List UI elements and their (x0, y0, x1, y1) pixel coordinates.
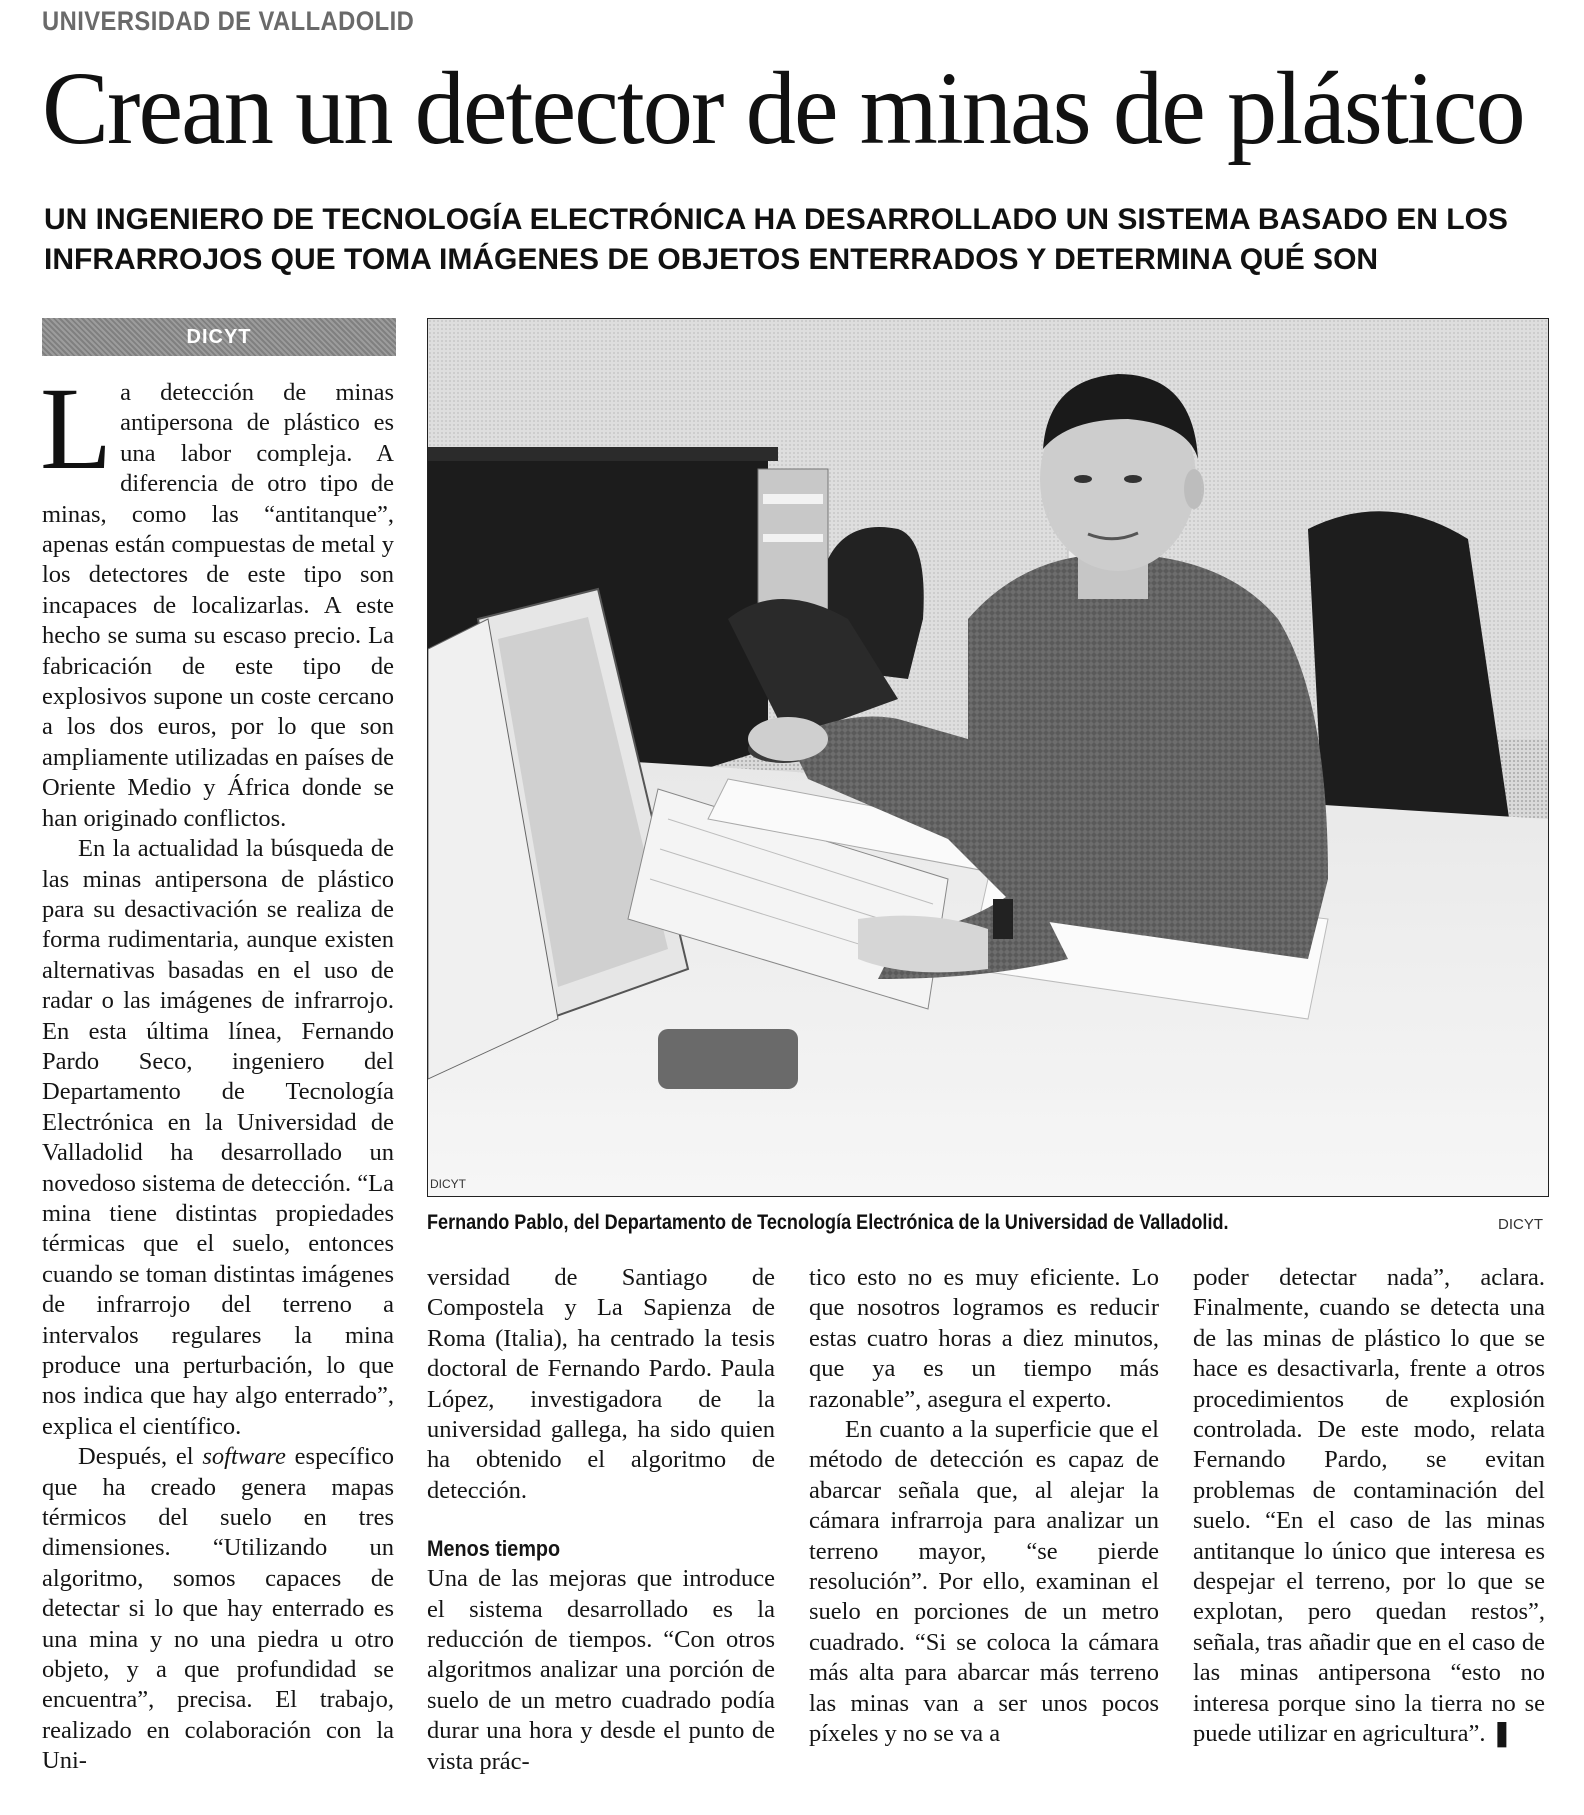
photo-credit: DICYT (1498, 1216, 1543, 1233)
paragraph-3-start: Después, el (78, 1443, 203, 1471)
photo-illustration (428, 319, 1548, 1196)
article-column-4 (1193, 1263, 1545, 1750)
italic-term: software (202, 1443, 286, 1471)
byline: DICYT (42, 318, 396, 356)
paragraph-6: tico esto no es muy eficiente. Lo que nosotros logramos es reducir estas cuatro horas a diez minutos, que ya es un tiempo más razonable”, asegura el experto. (809, 1264, 1159, 1413)
article-photo (427, 318, 1549, 1197)
paragraph-8 (1193, 1263, 1545, 1750)
article-column-1 (40, 363, 394, 1777)
drop-cap: L (40, 363, 113, 494)
caption-text: Fernando Pablo, del Departamento de Tecnología Electrónica de la Universidad de Valladolid. (427, 1211, 1229, 1234)
paragraph-3 (42, 1442, 394, 1776)
article-column-3 (809, 1263, 1159, 1750)
section-label: UNIVERSIDAD DE VALLADOLID (42, 6, 415, 36)
paragraph-1 (40, 363, 394, 834)
end-mark: ❚ (1491, 1720, 1513, 1748)
paragraph-5: Una de las mejoras que introduce el sistema desarrollado es la reducción de tiempos. “Con otros algoritmos analizar una porción de suelo de un metro cuadrado podía durar una hora y desde el punto de vista prác- (427, 1565, 775, 1775)
article-column-2 (427, 1263, 775, 1777)
paragraph-4: versidad de Santiago de Compostela y La Sapienza de Roma (Italia), ha centrado la tesis doctoral de Fernando Pardo. Paula López, investigadora de la universidad gallega, ha sido quien ha obtenido el algoritmo de detección. (427, 1264, 775, 1504)
headline: Crean un detector de minas de plástico (42, 51, 1524, 166)
subheadline: UN INGENIERO DE TECNOLOGÍA ELECTRÓNICA HA DESARROLLADO UN SISTEMA BASADO EN LOS INFRARROJOS QUE TOMA IMÁGENES DE OBJETOS ENTERRADOS Y DETERMINA QUÉ SON (44, 203, 1508, 276)
photo-caption (427, 1208, 1547, 1238)
photo-corner-credit: DICYT (430, 1177, 466, 1191)
paragraph-8-text: poder detectar nada”, aclara. Finalmente, cuando se detecta una de las minas de plástico lo que se hace es desactivarla, frente a otros procedimientos de explosión controlada. De este modo, relata Fernando Pardo, se evitan problemas de contaminación del suelo. “En el caso de las minas antitanque lo único que interesa es despejar el terreno, por lo que se explotan, pero quedan restos”, señala, tras añadir que en el caso de las minas antipersona “esto no interesa porque sino la tierra no se puede utilizar en agricultura”. (1193, 1264, 1545, 1748)
paragraph-2: En la actualidad la búsqueda de las minas antipersona de plástico para su desactivación se realiza de forma rudimentaria, aunque existen alternativas basadas en el uso de radar o las imágenes de infrarrojo. En esta última línea, Fernando Pardo Seco, ingeniero del Departamento de Tecnología Electrónica en la Universidad de Valladolid ha desarrollado un novedoso sistema de detección. “La mina tiene distintas propiedades térmicas que el suelo, entonces cuando se toman distintas imágenes de infrarrojo del terreno a intervalos regulares la mina produce una perturbación, lo que nos indica que hay algo enterrado”, explica el científico. (42, 835, 394, 1440)
paragraph-1-text: a detección de minas antipersona de plástico es una labor compleja. A diferencia de otro tipo de minas, como las “antitanque”, apenas están compuestas de metal y los detectores de este tipo son incapaces de localizarlas. A este hecho se suma su escaso precio. La fabricación de este tipo de explosivos supone un coste cercano a los dos euros, por lo que son ampliamente utilizadas en países de Oriente Medio y África donde se han originado conflictos. (42, 379, 394, 832)
paragraph-3-end: específico que ha creado genera mapas térmicos del suelo en tres dimensiones. “Utilizando un algoritmo, somos capaces de detectar si lo que hay enterrado es una mina y no una piedra u otro objeto, y a que profundidad se encuentra”, precisa. El trabajo, realizado en colaboración con la Uni- (42, 1443, 394, 1775)
section-subheading: Menos tiempo (427, 1536, 561, 1562)
paragraph-7: En cuanto a la superficie que el método de detección es capaz de abarcar señala que, al alejar la cámara infrarroja para analizar un terreno mayor, “se pierde resolución”. Por ello, examinan el suelo en porciones de un metro cuadrado. “Si se coloca la cámara más alta para abarcar más terreno las minas van a ser unos pocos píxeles y no se va a (809, 1416, 1159, 1748)
